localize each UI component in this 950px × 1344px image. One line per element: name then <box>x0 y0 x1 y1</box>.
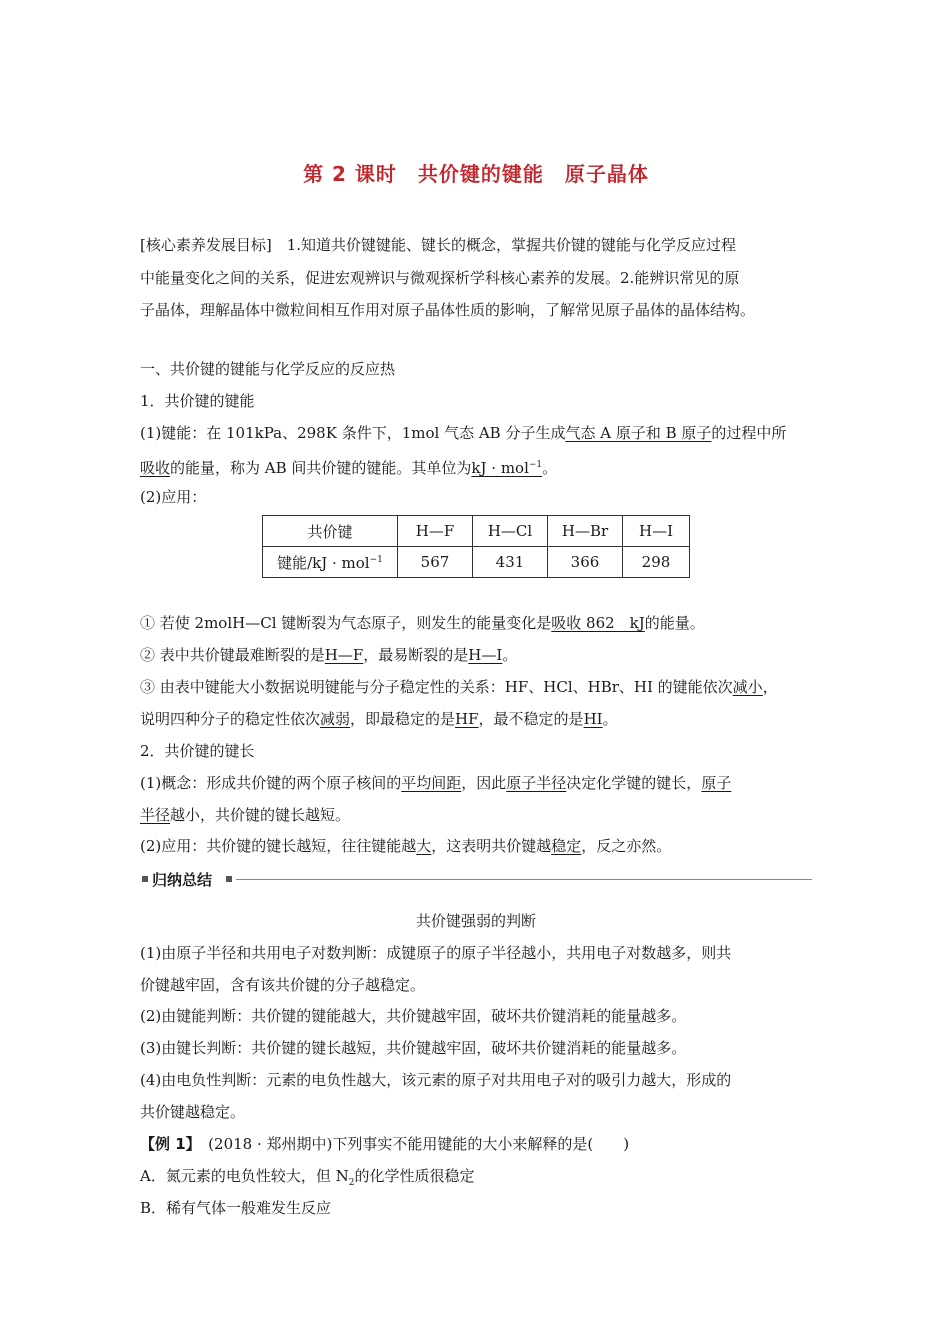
summary-bar <box>140 870 812 890</box>
section-heading: 一、共价键的键能与化学反应的反应热 <box>140 360 396 378</box>
summary-item-2: (2)由键能判断：共价键的键能越大，共价键越牢固，破坏共价键消耗的能量越多。 <box>140 1007 687 1025</box>
answer-blank: H—F <box>324 646 364 664</box>
table-header-cell: H—I <box>623 516 690 547</box>
answer-blank: 吸收 <box>140 459 171 477</box>
answer-blank: 减小 <box>732 678 763 696</box>
square-bullet-icon <box>142 876 148 882</box>
application-label: (2)应用： <box>140 488 207 506</box>
example-tag: 【例 1】 <box>140 1135 194 1153</box>
goals-line-3: 子晶体，理解晶体中微粒间相互作用对原子晶体性质的影响，了解常见原子晶体的晶体结构。 <box>140 301 756 319</box>
table-cell: 366 <box>548 547 623 578</box>
answer-blank: HF <box>455 710 479 728</box>
table-cell: 567 <box>398 547 473 578</box>
answer-blank: 原子 <box>701 774 732 792</box>
definition-text: 的过程中所 <box>711 424 787 442</box>
table-header-cell: 共价键 <box>263 516 398 547</box>
table-header-cell: H—F <box>398 516 473 547</box>
summary-item-3: (3)由键长判断：共价键的键长越短，共价键越牢固，破坏共价键消耗的能量越多。 <box>140 1039 687 1057</box>
goals-line-2: 中能量变化之间的关系，促进宏观辨识与微观探析学科核心素养的发展。2.能辨识常见的原 <box>140 269 740 287</box>
answer-blank: HI <box>583 710 603 728</box>
example-stem: 【例 1】 (2018 · 郑州期中)下列事实不能用键能的大小来解释的是( ) <box>140 1135 630 1153</box>
answer-blank: H—I <box>468 646 503 664</box>
answer-blank: 减弱 <box>320 710 351 728</box>
answer-blank: 原子半径 <box>506 774 567 792</box>
answer-blank: 气态 A 原子和 B 原子 <box>565 424 712 442</box>
summary-item-1-line-2: 价键越牢固，含有该共价键的分子越稳定。 <box>140 976 426 994</box>
answer-blank-unit: kJ · mol$^{-1}$ <box>471 459 543 477</box>
question-3-line-1: ③ 由表中键能大小数据说明键能与分子稳定性的关系：HF、HCl、HBr、HI 的键能依次减小， <box>140 678 778 696</box>
summary-label: 归纳总结 <box>152 871 213 889</box>
question-2: ② 表中共价键最难断裂的是H—F，最易断裂的是H—I。 <box>140 646 518 664</box>
table-row <box>263 547 690 578</box>
definition-text: 的能量，称为 AB 间共价键的键能。其单位为 <box>170 459 472 477</box>
table-cell: 298 <box>623 547 690 578</box>
summary-item-4-line-1: (4)由电负性判断：元素的电负性越大，该元素的原子对共用电子对的吸引力越大，形成的 <box>140 1071 732 1089</box>
answer-blank: 吸收 862 kJ <box>551 614 645 632</box>
concept-line-2: 半径越小，共价键的键长越短。 <box>140 806 351 824</box>
table-row-label: 键能/kJ · mol$^{-1}$ <box>263 547 398 578</box>
table-header-cell: H—Cl <box>473 516 548 547</box>
option-b: B．稀有气体一般难发生反应 <box>140 1199 332 1217</box>
divider <box>236 879 812 880</box>
subsection-bond-length: 2．共价键的键长 <box>140 742 255 760</box>
option-a: A．氮元素的电负性较大，但 $N_2$的化学性质很稳定 <box>140 1167 475 1188</box>
answer-blank: 半径 <box>140 806 171 824</box>
summary-item-1-line-1: (1)由原子半径和共用电子对数判断：成键原子的原子半径越小，共用电子对数越多，则共 <box>140 944 732 962</box>
answer-blank: 稳定 <box>551 837 582 855</box>
definition-text: (1)键能：在 101kPa、298K 条件下，1mol 气态 AB 分子生成 <box>140 424 566 442</box>
concept-line-1: (1)概念：形成共价键的两个原子核间的平均间距，因此原子半径决定化学键的键长，原子 <box>140 774 732 792</box>
definition-line-1 <box>140 423 786 443</box>
table-cell: 431 <box>473 547 548 578</box>
question-1: ① 若使 2molH—Cl 键断裂为气态原子，则发生的能量变化是吸收 862 kJ的能量。 <box>140 614 705 632</box>
subsection-bond-energy: 1．共价键的键能 <box>140 392 255 410</box>
square-bullet-icon <box>226 876 232 882</box>
definition-line-2 <box>140 455 557 478</box>
table-header-cell: H—Br <box>548 516 623 547</box>
question-3-line-2: 说明四种分子的稳定性依次减弱，即最稳定的是HF，最不稳定的是HI。 <box>140 710 618 728</box>
period: 。 <box>542 459 558 477</box>
table-header-row <box>263 516 690 547</box>
answer-blank: 平均间距 <box>401 774 462 792</box>
goals-line-1: [核心素养发展目标] 1.知道共价键键能、键长的概念，掌握共价键的键能与化学反应过程 <box>140 236 737 254</box>
summary-heading: 共价键强弱的判断 <box>415 912 536 930</box>
summary-item-4-line-2: 共价键越稳定。 <box>140 1103 246 1121</box>
answer-blank: 大 <box>416 837 432 855</box>
bond-energy-table <box>262 515 690 578</box>
page-title: 第 2 课时 共价键的键能 原子晶体 <box>303 162 649 186</box>
application-line: (2)应用：共价键的键长越短，往往键能越大，这表明共价键越稳定，反之亦然。 <box>140 837 672 855</box>
